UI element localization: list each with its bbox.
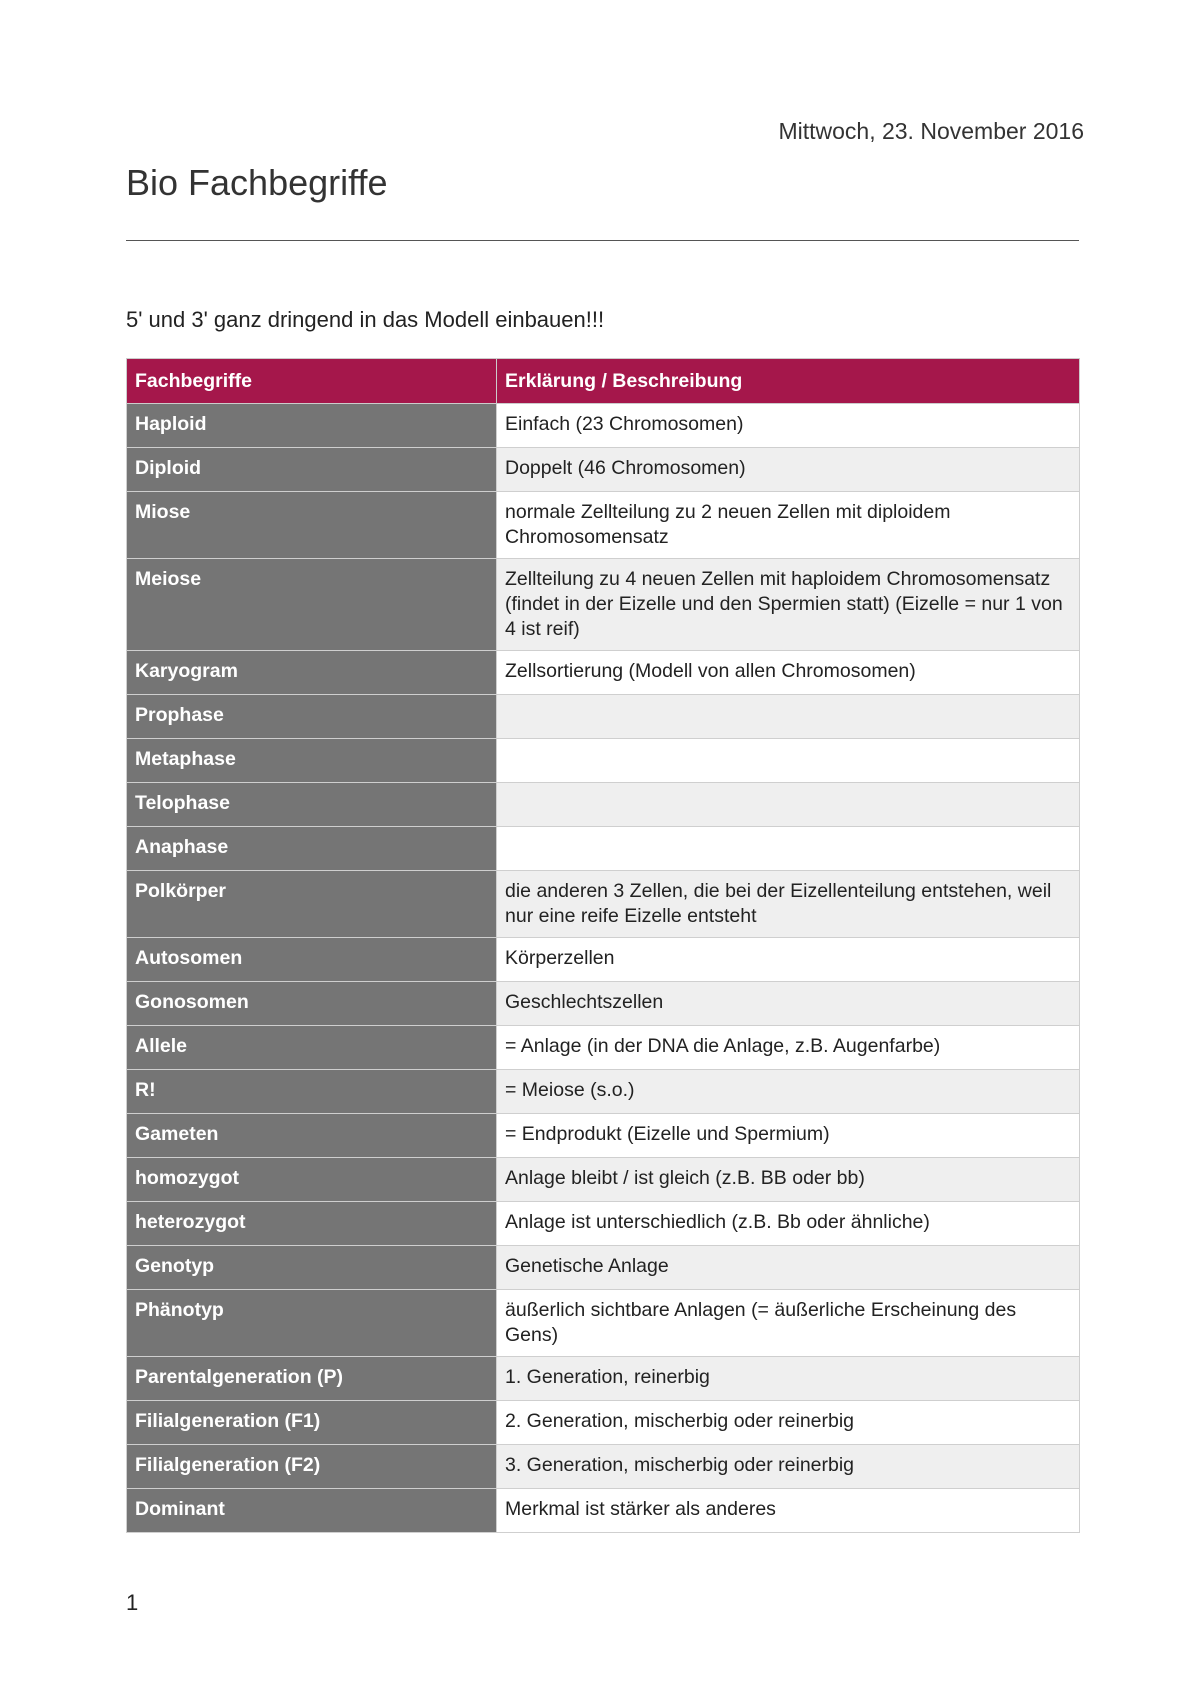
description-cell: Merkmal ist stärker als anderes	[497, 1489, 1080, 1533]
terms-table	[126, 358, 1080, 1533]
table-row	[127, 1401, 1080, 1445]
table-row	[127, 404, 1080, 448]
term-cell: Anaphase	[127, 827, 497, 871]
page-title: Bio Fachbegriffe	[126, 162, 388, 203]
table-row	[127, 1202, 1080, 1246]
description-cell	[497, 783, 1080, 827]
term-cell: Metaphase	[127, 739, 497, 783]
term-cell: Polkörper	[127, 871, 497, 938]
term-cell: Diploid	[127, 448, 497, 492]
term-cell: Allele	[127, 1026, 497, 1070]
description-cell: die anderen 3 Zellen, die bei der Eizellenteilung entstehen, weil nur eine reife Eizelle entsteht	[497, 871, 1080, 938]
description-cell: = Anlage (in der DNA die Anlage, z.B. Augenfarbe)	[497, 1026, 1080, 1070]
table-row	[127, 1357, 1080, 1401]
description-cell: Einfach (23 Chromosomen)	[497, 404, 1080, 448]
table-row	[127, 1445, 1080, 1489]
term-cell: Genotyp	[127, 1246, 497, 1290]
term-cell: Parentalgeneration (P)	[127, 1357, 497, 1401]
description-cell	[497, 827, 1080, 871]
table-row	[127, 827, 1080, 871]
table-row	[127, 783, 1080, 827]
table-row	[127, 695, 1080, 739]
table-row	[127, 492, 1080, 559]
term-cell: Dominant	[127, 1489, 497, 1533]
term-cell: Filialgeneration (F1)	[127, 1401, 497, 1445]
term-cell: Telophase	[127, 783, 497, 827]
description-cell: Zellteilung zu 4 neuen Zellen mit haploidem Chromosomensatz (findet in der Eizelle und den Spermien statt) (Eizelle = nur 1 von 4 ist reif)	[497, 559, 1080, 651]
term-cell: Karyogram	[127, 651, 497, 695]
page-number: 1	[126, 1590, 139, 1615]
term-cell: Meiose	[127, 559, 497, 651]
description-cell	[497, 695, 1080, 739]
table-row	[127, 559, 1080, 651]
table-row	[127, 1489, 1080, 1533]
table-row	[127, 871, 1080, 938]
description-cell: = Meiose (s.o.)	[497, 1070, 1080, 1114]
description-cell: 2. Generation, mischerbig oder reinerbig	[497, 1401, 1080, 1445]
reminder-note: 5' und 3' ganz dringend in das Modell einbauen!!!	[126, 307, 605, 332]
description-cell: Zellsortierung (Modell von allen Chromosomen)	[497, 651, 1080, 695]
term-cell: Gonosomen	[127, 982, 497, 1026]
term-cell: Miose	[127, 492, 497, 559]
description-cell: Genetische Anlage	[497, 1246, 1080, 1290]
header-description: Erklärung / Beschreibung	[497, 359, 1080, 404]
description-cell	[497, 739, 1080, 783]
description-cell: = Endprodukt (Eizelle und Spermium)	[497, 1114, 1080, 1158]
description-cell: 3. Generation, mischerbig oder reinerbig	[497, 1445, 1080, 1489]
term-cell: Gameten	[127, 1114, 497, 1158]
term-cell: Autosomen	[127, 938, 497, 982]
term-cell: Haploid	[127, 404, 497, 448]
description-cell: Geschlechtszellen	[497, 982, 1080, 1026]
table-row	[127, 938, 1080, 982]
table-row	[127, 1026, 1080, 1070]
table-row	[127, 739, 1080, 783]
table-row	[127, 1246, 1080, 1290]
table-row	[127, 448, 1080, 492]
description-cell: Körperzellen	[497, 938, 1080, 982]
description-cell: Doppelt (46 Chromosomen)	[497, 448, 1080, 492]
document-date: Mittwoch, 23. November 2016	[778, 118, 1084, 144]
title-divider	[126, 240, 1079, 241]
description-cell: äußerlich sichtbare Anlagen (= äußerliche Erscheinung des Gens)	[497, 1290, 1080, 1357]
term-cell: R!	[127, 1070, 497, 1114]
table-row	[127, 1290, 1080, 1357]
table-row	[127, 1158, 1080, 1202]
description-cell: 1. Generation, reinerbig	[497, 1357, 1080, 1401]
header-terms: Fachbegriffe	[127, 359, 497, 404]
table-row	[127, 651, 1080, 695]
term-cell: homozygot	[127, 1158, 497, 1202]
term-cell: Phänotyp	[127, 1290, 497, 1357]
table-row	[127, 1070, 1080, 1114]
table-row	[127, 1114, 1080, 1158]
description-cell: Anlage bleibt / ist gleich (z.B. BB oder bb)	[497, 1158, 1080, 1202]
table-header-row	[127, 359, 1080, 404]
term-cell: Filialgeneration (F2)	[127, 1445, 497, 1489]
table-row	[127, 982, 1080, 1026]
description-cell: normale Zellteilung zu 2 neuen Zellen mit diploidem Chromosomensatz	[497, 492, 1080, 559]
term-cell: Prophase	[127, 695, 497, 739]
description-cell: Anlage ist unterschiedlich (z.B. Bb oder ähnliche)	[497, 1202, 1080, 1246]
term-cell: heterozygot	[127, 1202, 497, 1246]
